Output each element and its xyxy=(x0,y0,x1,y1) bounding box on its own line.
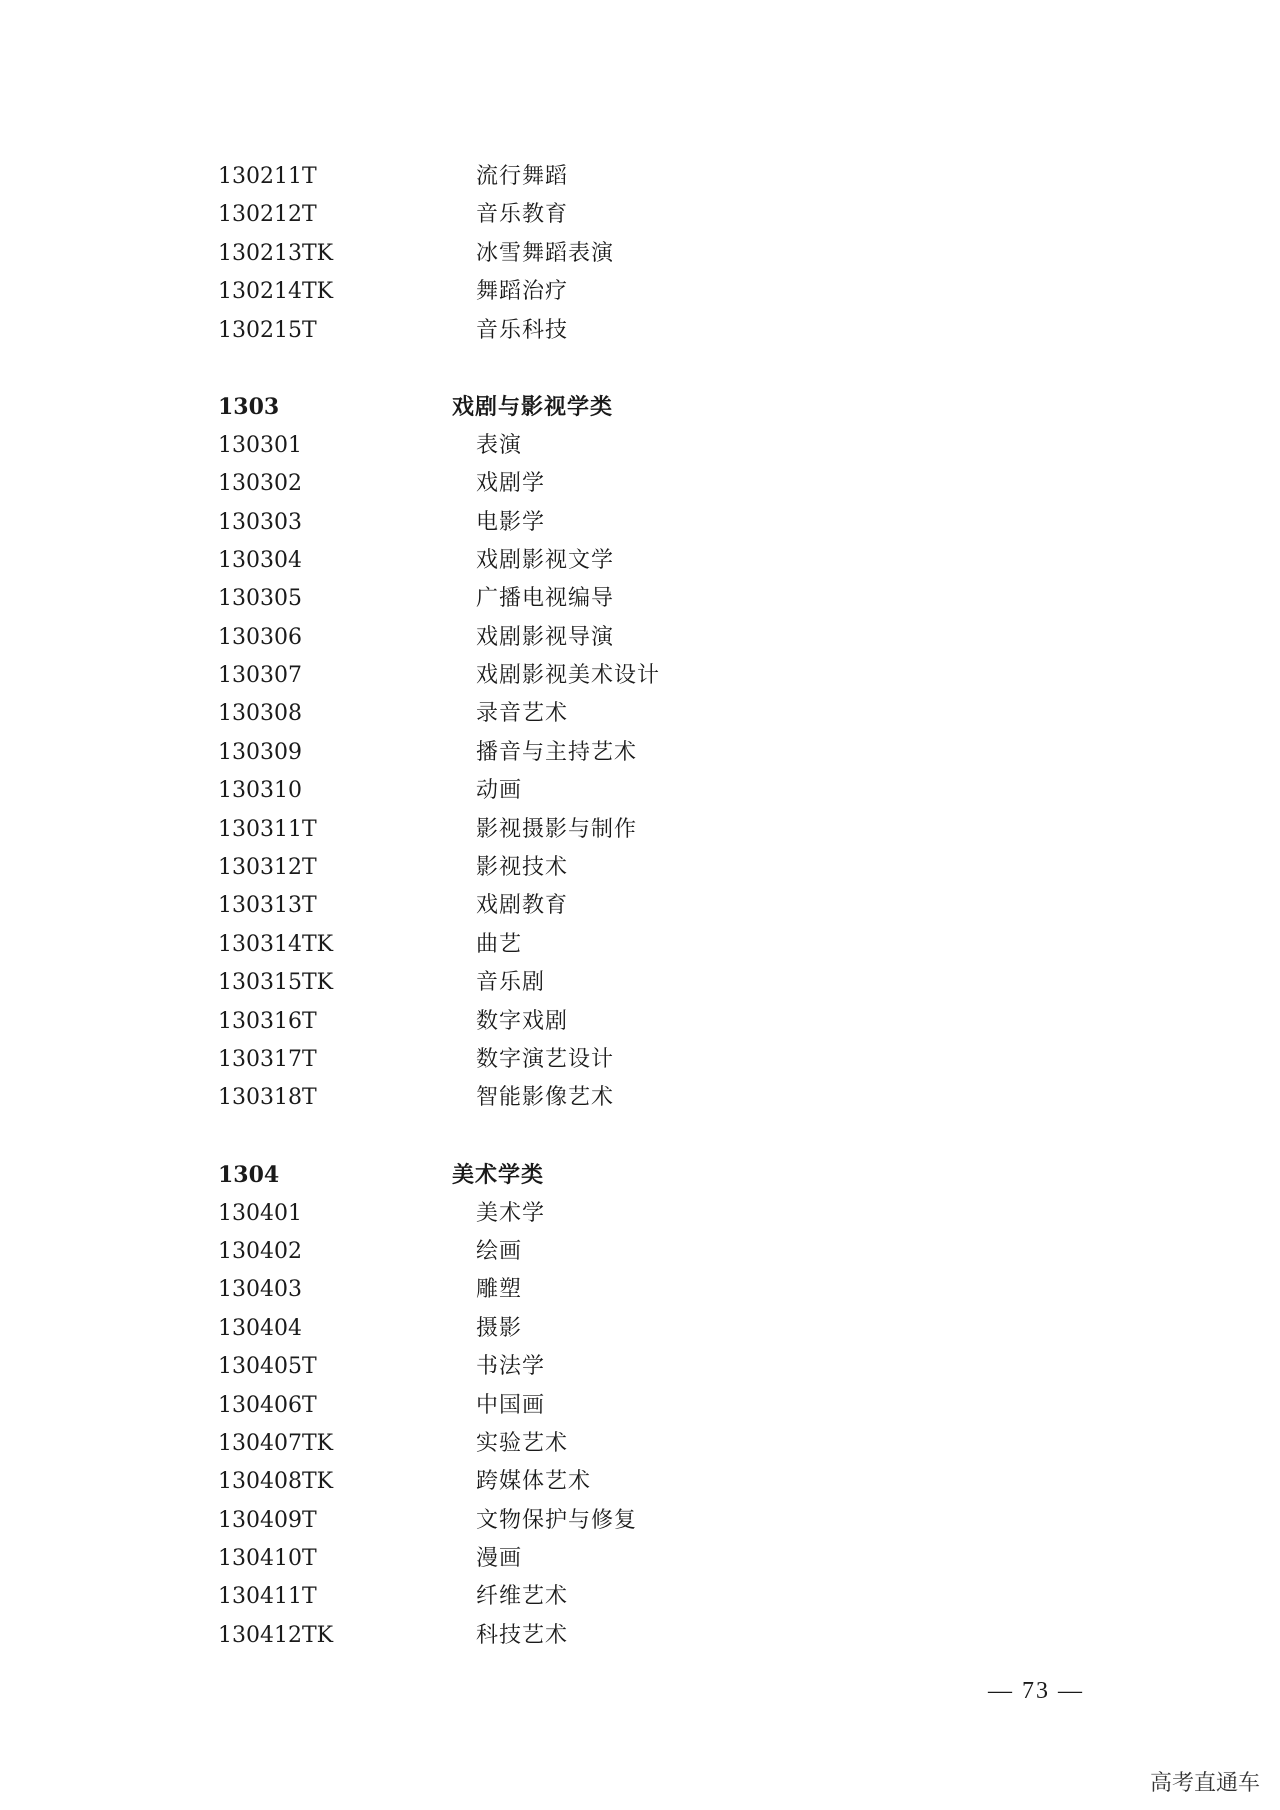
major-name: 音乐科技 xyxy=(476,317,569,343)
major-row xyxy=(218,312,1118,350)
major-row xyxy=(218,158,1118,196)
major-code: 130301 xyxy=(218,432,302,458)
major-code: 130411T xyxy=(218,1584,317,1610)
major-row xyxy=(218,1387,1118,1425)
major-code: 130403 xyxy=(218,1277,302,1303)
major-name: 纤维艺术 xyxy=(476,1584,569,1610)
major-row xyxy=(218,849,1118,887)
major-code: 130404 xyxy=(218,1315,302,1341)
major-name: 冰雪舞蹈表演 xyxy=(476,240,615,266)
major-row xyxy=(218,1425,1118,1463)
major-name: 舞蹈治疗 xyxy=(476,279,569,305)
major-row xyxy=(218,465,1118,503)
major-name: 录音艺术 xyxy=(476,701,569,727)
major-name: 电影学 xyxy=(476,509,546,535)
major-name: 戏剧影视美术设计 xyxy=(476,663,661,689)
major-row xyxy=(218,926,1118,964)
major-name: 动画 xyxy=(476,778,523,804)
major-row xyxy=(218,695,1118,733)
major-row xyxy=(218,196,1118,234)
major-code: 130303 xyxy=(218,509,302,535)
major-row xyxy=(218,734,1118,772)
major-code: 130304 xyxy=(218,547,302,573)
major-code: 130306 xyxy=(218,624,302,650)
major-row xyxy=(218,273,1118,311)
major-code: 130212T xyxy=(218,202,317,228)
major-name: 美术学 xyxy=(476,1200,546,1226)
major-code: 130315TK xyxy=(218,970,334,996)
major-name: 戏剧学 xyxy=(476,471,546,497)
major-name: 广播电视编导 xyxy=(476,586,615,612)
major-code: 130316T xyxy=(218,1008,317,1034)
section-gap xyxy=(218,350,1118,388)
major-row xyxy=(218,1233,1118,1271)
major-name: 影视技术 xyxy=(476,855,569,881)
major-row xyxy=(218,1463,1118,1501)
major-code: 130312T xyxy=(218,855,317,881)
major-row xyxy=(218,1003,1118,1041)
major-code: 130406T xyxy=(218,1392,317,1418)
major-row xyxy=(218,1041,1118,1079)
major-row xyxy=(218,619,1118,657)
category-code: 1303 xyxy=(218,394,280,421)
major-code: 130309 xyxy=(218,739,302,765)
major-name: 曲艺 xyxy=(476,931,523,957)
major-code: 130310 xyxy=(218,778,302,804)
category-heading xyxy=(218,388,1118,426)
major-code: 130211T xyxy=(218,164,317,189)
page-number: — 73 — xyxy=(988,1678,1084,1704)
major-name: 数字演艺设计 xyxy=(476,1046,615,1072)
major-row xyxy=(218,542,1118,580)
major-code: 130213TK xyxy=(218,240,334,266)
major-code: 130215T xyxy=(218,317,317,343)
major-code: 130410T xyxy=(218,1546,317,1572)
major-row xyxy=(218,657,1118,695)
major-name: 雕塑 xyxy=(476,1277,523,1303)
major-name: 科技艺术 xyxy=(476,1622,569,1648)
major-name: 智能影像艺术 xyxy=(476,1085,615,1111)
major-code: 130314TK xyxy=(218,931,334,957)
major-row xyxy=(218,964,1118,1002)
watermark: 高考直通车 xyxy=(1150,1771,1261,1796)
major-code: 130407TK xyxy=(218,1430,334,1456)
major-row xyxy=(218,235,1118,273)
major-row xyxy=(218,1578,1118,1616)
major-row xyxy=(218,1617,1118,1655)
major-code: 130308 xyxy=(218,701,302,727)
major-code: 130311T xyxy=(218,816,317,842)
major-row xyxy=(218,1271,1118,1309)
major-code: 130313T xyxy=(218,893,317,919)
major-code: 130305 xyxy=(218,586,302,612)
major-row xyxy=(218,1195,1118,1233)
major-code: 130405T xyxy=(218,1354,317,1380)
major-row xyxy=(218,887,1118,925)
major-row xyxy=(218,1540,1118,1578)
category-name: 美术学类 xyxy=(452,1162,545,1189)
major-name: 戏剧教育 xyxy=(476,893,569,919)
major-name: 中国画 xyxy=(476,1392,546,1418)
major-code: 130409T xyxy=(218,1507,317,1533)
major-name: 播音与主持艺术 xyxy=(476,739,638,765)
major-name: 戏剧影视导演 xyxy=(476,624,615,650)
major-code: 130318T xyxy=(218,1085,317,1111)
major-name: 音乐剧 xyxy=(476,970,546,996)
major-name: 影视摄影与制作 xyxy=(476,816,638,842)
category-heading xyxy=(218,1156,1118,1194)
major-name: 实验艺术 xyxy=(476,1430,569,1456)
major-name: 表演 xyxy=(476,432,523,458)
category-name: 戏剧与影视学类 xyxy=(452,394,614,421)
major-row xyxy=(218,772,1118,810)
major-row xyxy=(218,580,1118,618)
major-row xyxy=(218,1079,1118,1117)
major-code: 130412TK xyxy=(218,1622,334,1648)
major-row xyxy=(218,504,1118,542)
major-name: 跨媒体艺术 xyxy=(476,1469,592,1495)
document-body xyxy=(218,158,1118,1655)
major-code: 130307 xyxy=(218,663,302,689)
major-row xyxy=(218,1502,1118,1540)
major-row xyxy=(218,1348,1118,1386)
major-name: 数字戏剧 xyxy=(476,1008,569,1034)
major-name: 书法学 xyxy=(476,1354,546,1380)
major-row xyxy=(218,427,1118,465)
major-name: 文物保护与修复 xyxy=(476,1507,638,1533)
major-row xyxy=(218,1310,1118,1348)
category-code: 1304 xyxy=(218,1162,280,1189)
major-name: 音乐教育 xyxy=(476,202,569,228)
major-code: 130402 xyxy=(218,1238,302,1264)
section-gap xyxy=(218,1118,1118,1156)
major-name: 戏剧影视文学 xyxy=(476,547,615,573)
major-row xyxy=(218,811,1118,849)
major-code: 130317T xyxy=(218,1046,317,1072)
major-name: 绘画 xyxy=(476,1238,523,1264)
major-name: 流行舞蹈 xyxy=(476,164,569,189)
major-name: 漫画 xyxy=(476,1546,523,1572)
major-code: 130214TK xyxy=(218,279,334,305)
major-code: 130302 xyxy=(218,471,302,497)
major-code: 130408TK xyxy=(218,1469,334,1495)
major-name: 摄影 xyxy=(476,1315,523,1341)
major-code: 130401 xyxy=(218,1200,302,1226)
